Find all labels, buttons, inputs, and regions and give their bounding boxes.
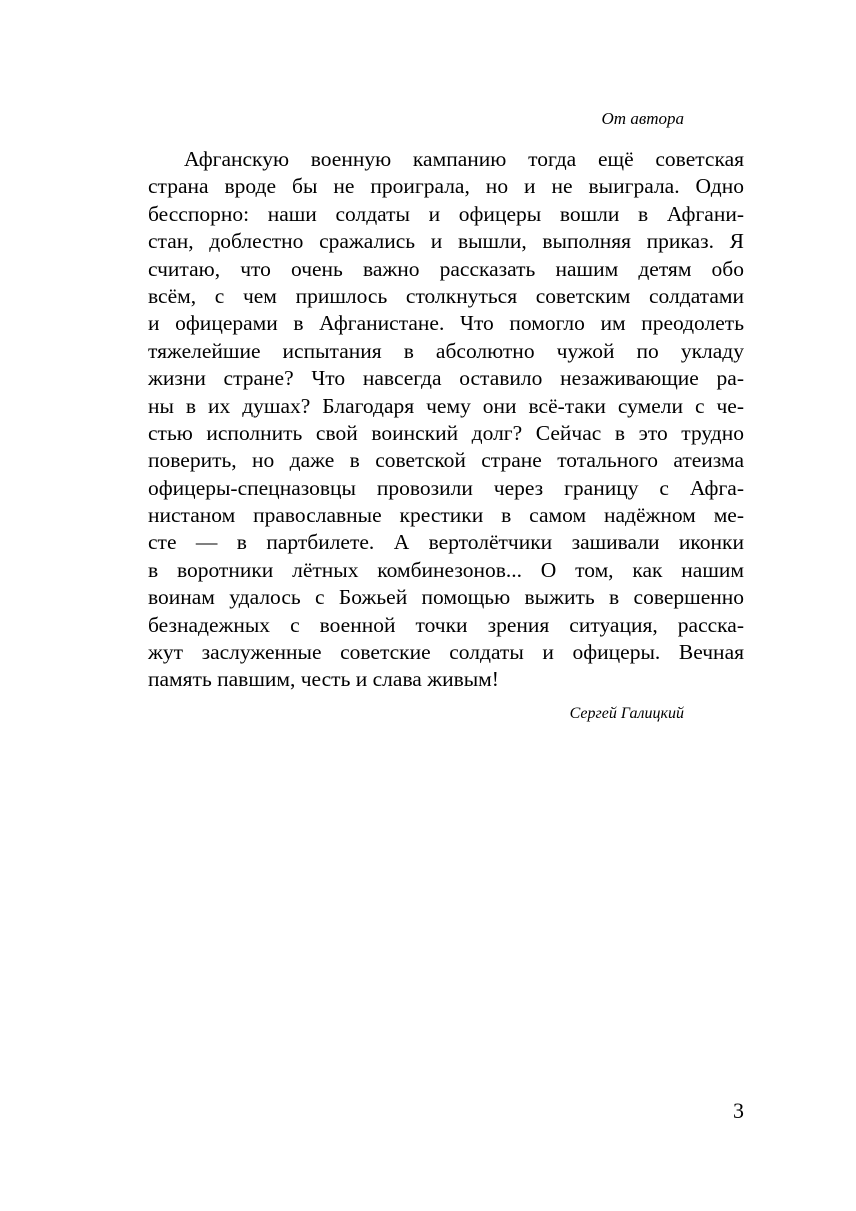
text-line: тяжелейшие испытания в абсолютно чужой по укладу (148, 338, 744, 363)
text-line: стью исполнить свой воинский долг? Сейчас в это трудно (148, 420, 744, 445)
text-line: в воротники лётных комбинезонов... О том, как нашим (148, 557, 744, 582)
text-line: нистаном православные крестики в самом надёжном ме- (148, 503, 744, 528)
text-line: считаю, что очень важно рассказать нашим детям обо (148, 256, 744, 281)
text-line: безнадежных с военной точки зрения ситуация, расска- (148, 612, 744, 637)
body-paragraph (148, 146, 744, 694)
text-line: страна вроде бы не проиграла, но и не выиграла. Одно (148, 174, 744, 199)
text-line: воинам удалось с Божьей помощью выжить в совершенно (148, 585, 744, 610)
running-head: От автора (601, 109, 684, 128)
text-line: бесспорно: наши солдаты и офицеры вошли в Афгани- (148, 201, 744, 226)
text-line: жут заслуженные советские солдаты и офицеры. Вечная (148, 640, 744, 665)
author-signature: Сергей Галицкий (569, 705, 684, 722)
text-line: и офицерами в Афганистане. Что помогло им преодолеть (148, 311, 744, 336)
text-line: стан, доблестно сражались и вышли, выполняя приказ. Я (148, 229, 744, 254)
page-number: 3 (733, 1098, 744, 1123)
text-line: поверить, но даже в советской стране тотального атеизма (148, 448, 744, 473)
text-line: ны в их душах? Благодаря чему они всё-таки сумели с че- (148, 393, 744, 418)
text-line: Афганскую военную кампанию тогда ещё советская (184, 147, 744, 171)
text-line: жизни стране? Что навсегда оставило незаживающие ра- (148, 366, 744, 391)
text-line: сте — в партбилете. А вертолётчики зашивали иконки (148, 530, 744, 555)
text-line: память павшим, честь и слава живым! (148, 667, 499, 692)
text-line: всём, с чем пришлось столкнуться советским солдатами (148, 283, 744, 308)
text-line: офицеры-спецназовцы провозили через границу с Афга- (148, 475, 744, 500)
